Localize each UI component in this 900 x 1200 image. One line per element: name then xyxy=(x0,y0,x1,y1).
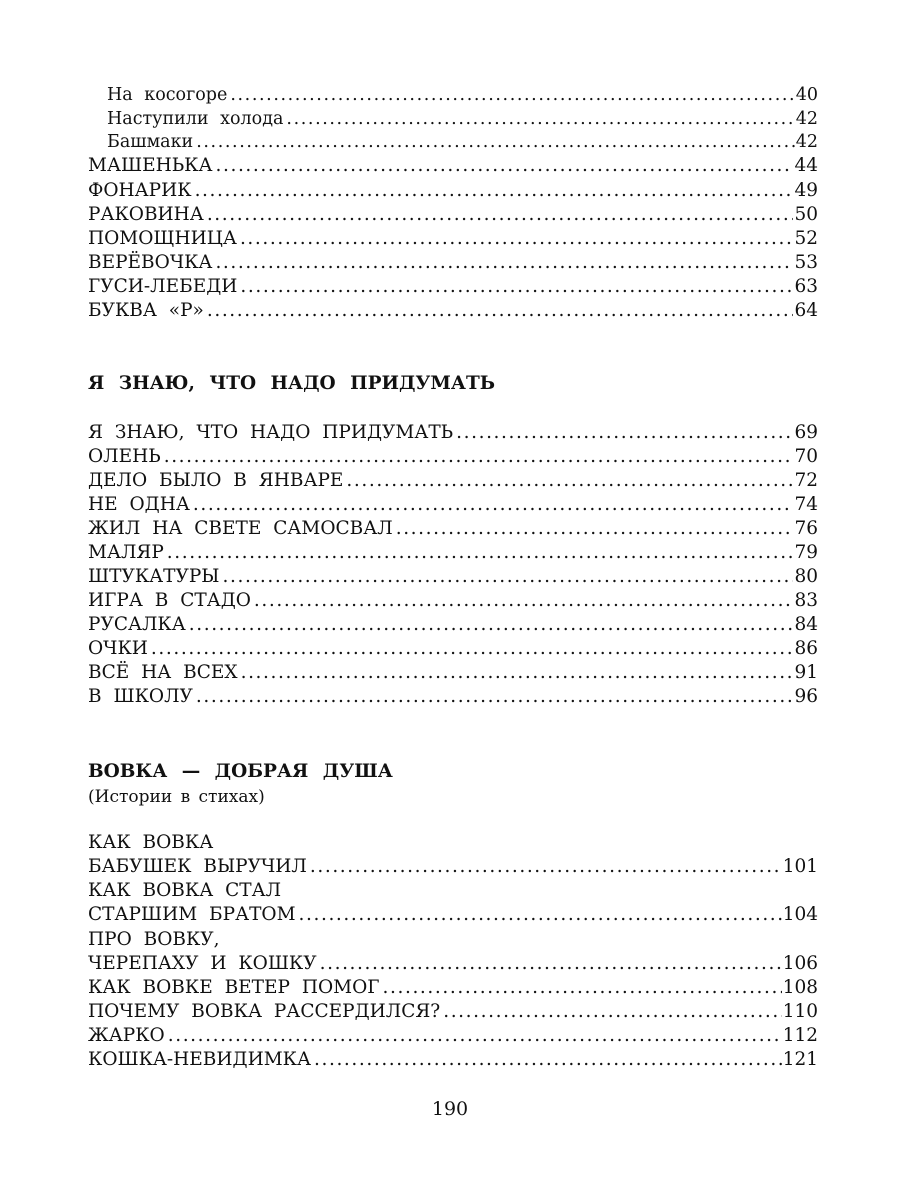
dot-leader xyxy=(223,565,794,589)
dot-leader xyxy=(216,154,794,178)
toc-entry-title: ЖИЛ НА СВЕТЕ САМОСВАЛ xyxy=(88,518,393,539)
toc-entry xyxy=(88,469,818,493)
dot-leader xyxy=(240,275,793,299)
toc-entry xyxy=(88,541,818,565)
toc-entry-title: НЕ ОДНА xyxy=(88,494,190,515)
toc-entry-page: 121 xyxy=(782,1049,818,1070)
dot-leader xyxy=(189,613,794,637)
toc-entry xyxy=(88,952,818,976)
toc-entry-page: 96 xyxy=(794,686,818,707)
toc-entry-page: 44 xyxy=(794,155,818,176)
dot-leader xyxy=(241,661,794,685)
toc-entry xyxy=(88,251,818,275)
toc-entry-title: БУКВА «Р» xyxy=(88,300,204,321)
toc-entry-title: ПОЧЕМУ ВОВКА РАССЕРДИЛСЯ? xyxy=(88,1001,441,1022)
toc-entry xyxy=(88,421,818,445)
toc-entry xyxy=(88,203,818,227)
dot-leader xyxy=(299,903,782,927)
toc-entry xyxy=(88,1000,818,1024)
dot-leader xyxy=(193,493,794,517)
toc-entry-page: 112 xyxy=(782,1025,818,1046)
toc-entry-page: 49 xyxy=(794,180,818,201)
dot-leader xyxy=(168,1024,782,1048)
dot-leader xyxy=(195,179,794,203)
toc-entry-title: РАКОВИНА xyxy=(88,204,204,225)
toc-entry-title: БАБУШЕК ВЫРУЧИЛ xyxy=(88,856,307,877)
toc-entry-page: 70 xyxy=(794,446,818,467)
toc-entry-page: 79 xyxy=(794,542,818,563)
toc-entry-title: ДЕЛО БЫЛО В ЯНВАРЕ xyxy=(88,470,344,491)
dot-leader xyxy=(207,203,794,227)
toc-entry-page: 108 xyxy=(782,977,818,998)
dot-leader xyxy=(456,421,793,445)
dot-leader xyxy=(215,251,793,275)
toc-entry xyxy=(88,661,818,685)
section-heading: Я ЗНАЮ, ЧТО НАДО ПРИДУМАТЬ xyxy=(88,373,496,394)
dot-leader xyxy=(196,685,794,709)
dot-leader xyxy=(314,1048,782,1072)
toc-entry xyxy=(107,130,818,154)
toc-entry-page: 91 xyxy=(794,662,818,683)
toc-entry-first-line: ПРО ВОВКУ, xyxy=(88,929,220,950)
toc-entry-page: 52 xyxy=(794,228,818,249)
toc-entry-first-line: КАК ВОВКА СТАЛ xyxy=(88,880,282,901)
toc-entry-title: ГУСИ-ЛЕБЕДИ xyxy=(88,276,238,297)
toc-entry-page: 53 xyxy=(794,252,818,273)
dot-leader xyxy=(310,855,782,879)
toc-entry-title: ПОМОЩНИЦА xyxy=(88,228,237,249)
toc-entry xyxy=(107,107,818,131)
toc-entry-page: 63 xyxy=(794,276,818,297)
toc-entry-title: СТАРШИМ БРАТОМ xyxy=(88,904,296,925)
dot-leader xyxy=(286,107,794,131)
page-number: 190 xyxy=(431,1098,469,1120)
toc-entry-title: Я ЗНАЮ, ЧТО НАДО ПРИДУМАТЬ xyxy=(88,422,454,443)
dot-leader xyxy=(346,469,793,493)
toc-entry-page: 42 xyxy=(795,109,818,129)
toc-entry-title: На косогоре xyxy=(107,85,228,105)
toc-entry-title: Наступили холода xyxy=(107,109,284,129)
dot-leader xyxy=(320,952,782,976)
toc-entry-page: 72 xyxy=(794,470,818,491)
toc-entry xyxy=(107,83,818,107)
toc-entry-title: Башмаки xyxy=(107,132,194,152)
dot-leader xyxy=(240,227,794,251)
dot-leader xyxy=(383,976,782,1000)
toc-entry-page: 64 xyxy=(794,300,818,321)
toc-entry-title: ВЕРЁВОЧКА xyxy=(88,252,213,273)
toc-entry-title: ШТУКАТУРЫ xyxy=(88,566,220,587)
toc-entry xyxy=(88,685,818,709)
toc-entry-page: 101 xyxy=(782,856,818,877)
toc-entry-title: КАК ВОВКЕ ВЕТЕР ПОМОГ xyxy=(88,977,380,998)
toc-entry xyxy=(88,589,818,613)
toc-entry-page: 80 xyxy=(794,566,818,587)
toc-entry-page: 74 xyxy=(794,494,818,515)
dot-leader xyxy=(196,130,795,154)
toc-entry-title: ВСЁ НА ВСЕХ xyxy=(88,662,238,683)
toc-entry-title: ОЛЕНЬ xyxy=(88,446,161,467)
toc-entry xyxy=(88,493,818,517)
dot-leader xyxy=(167,541,794,565)
dot-leader xyxy=(151,637,794,661)
toc-entry xyxy=(88,179,818,203)
toc-entry xyxy=(88,855,818,879)
toc-entry xyxy=(88,154,818,178)
toc-entry-title: ОЧКИ xyxy=(88,638,148,659)
toc-entry xyxy=(88,637,818,661)
toc-entry xyxy=(88,976,818,1000)
dot-leader xyxy=(207,299,794,323)
toc-entry-page: 69 xyxy=(794,422,818,443)
toc-entry-title: МАЛЯР xyxy=(88,542,164,563)
toc-entry-page: 40 xyxy=(795,85,818,105)
dot-leader xyxy=(443,1000,781,1024)
toc-entry-title: КОШКА-НЕВИДИМКА xyxy=(88,1049,311,1070)
toc-entry xyxy=(88,565,818,589)
toc-entry-first-line: КАК ВОВКА xyxy=(88,832,214,853)
toc-entry xyxy=(88,275,818,299)
toc-entry xyxy=(88,613,818,637)
section-heading: ВОВКА — ДОБРАЯ ДУША xyxy=(88,761,393,782)
section-subheading: (Истории в стихах) xyxy=(88,787,265,807)
toc-entry-page: 84 xyxy=(794,614,818,635)
toc-entry-page: 50 xyxy=(794,204,818,225)
toc-entry-page: 76 xyxy=(794,518,818,539)
toc-entry-title: ФОНАРИК xyxy=(88,180,192,201)
toc-entry xyxy=(88,445,818,469)
toc-entry xyxy=(88,299,818,323)
toc-entry-title: ИГРА В СТАДО xyxy=(88,590,251,611)
toc-entry xyxy=(88,227,818,251)
toc-entry-title: РУСАЛКА xyxy=(88,614,186,635)
dot-leader xyxy=(254,589,794,613)
dot-leader xyxy=(396,517,794,541)
toc-entry-title: МАШЕНЬКА xyxy=(88,155,213,176)
toc-entry-page: 83 xyxy=(794,590,818,611)
toc-entry-page: 106 xyxy=(782,953,818,974)
toc-entry-title: ЖАРКО xyxy=(88,1025,165,1046)
toc-entry xyxy=(88,1048,818,1072)
toc-entry-page: 86 xyxy=(794,638,818,659)
toc-entry-page: 42 xyxy=(795,132,818,152)
toc-entry xyxy=(88,903,818,927)
dot-leader xyxy=(230,83,794,107)
dot-leader xyxy=(164,445,794,469)
toc-entry-title: В ШКОЛУ xyxy=(88,686,193,707)
toc-entry xyxy=(88,1024,818,1048)
toc-entry-page: 104 xyxy=(782,904,818,925)
toc-entry-title: ЧЕРЕПАХУ И КОШКУ xyxy=(88,953,317,974)
toc-entry-page: 110 xyxy=(782,1001,818,1022)
toc-entry xyxy=(88,517,818,541)
